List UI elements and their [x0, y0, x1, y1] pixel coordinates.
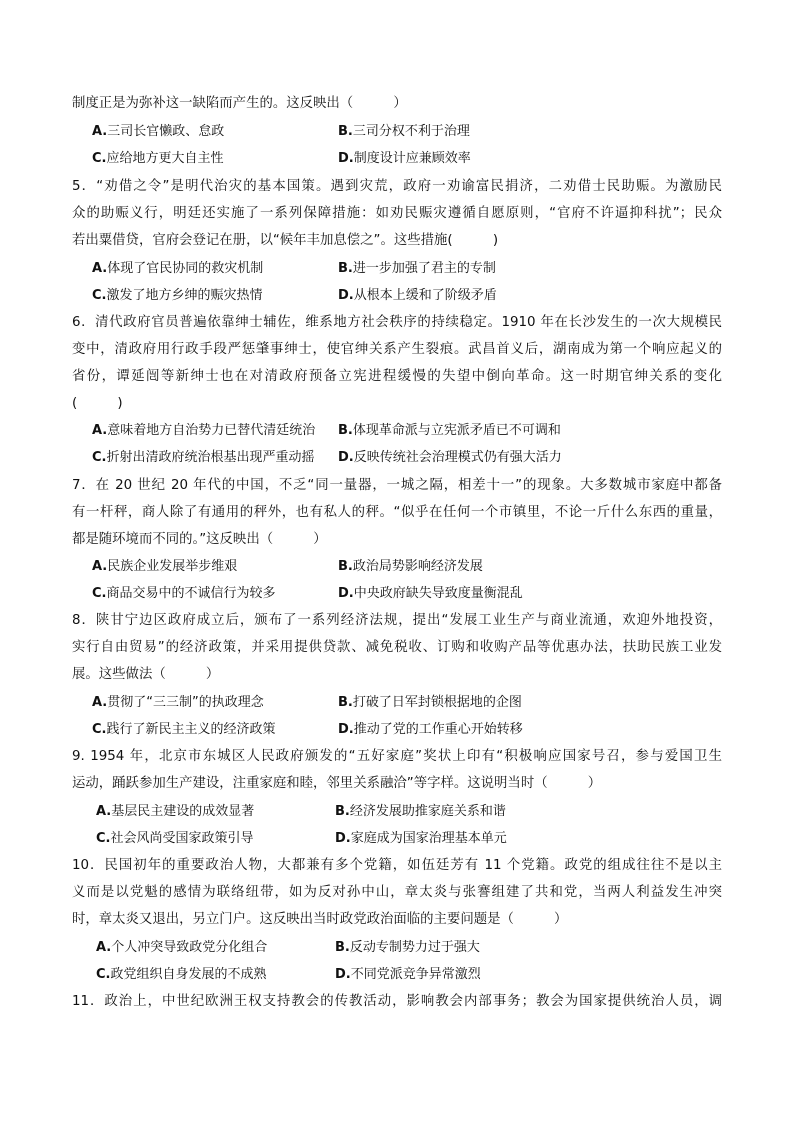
- q7-option-c: [92, 585, 276, 603]
- q7-option-b: [338, 558, 483, 576]
- question-7-line-3: 都是随环境而不同的。”这反映出（ ）: [72, 532, 327, 547]
- option-text: 商品交易中的不诚信行为较多: [106, 586, 276, 601]
- question-5-line-3: 若出粟借贷，官府会登记在册，以“候年丰加息偿之”。这些措施( ): [72, 233, 499, 248]
- option-letter: B.: [335, 804, 350, 819]
- question-5-line-1: 5．“劝借之令”是明代治灾的基本国策。遇到灾荒，政府一劝谕富民捐济，二劝借士民助赈。为激励民: [72, 179, 722, 194]
- option-text: 社会风尚受国家政策引导: [110, 831, 254, 846]
- q9-option-a: [96, 803, 254, 821]
- option-letter: C.: [92, 586, 107, 601]
- question-6-line-3: 省份，谭延闿等新绅士也在对清政府预备立宪进程缓慢的失望中倒向革命。这一时期官绅关系的变化: [72, 369, 722, 384]
- option-text: 民族企业发展举步维艰: [107, 559, 238, 574]
- q10-option-d: [335, 966, 481, 984]
- option-letter: A.: [92, 124, 108, 139]
- q9-option-c: [96, 830, 254, 848]
- option-letter: C.: [96, 831, 111, 846]
- option-letter: A.: [96, 940, 112, 955]
- option-text: 政治局势影响经济发展: [352, 559, 483, 574]
- q8-option-b: [338, 694, 522, 712]
- option-text: 应给地方更大自主性: [106, 151, 224, 166]
- q7-option-a: [92, 558, 237, 576]
- option-letter: C.: [92, 722, 107, 737]
- option-text: 经济发展助推家庭关系和谐: [349, 804, 506, 819]
- option-text: 践行了新民主主义的经济政策: [106, 722, 276, 737]
- option-text: 意味着地方自治势力已替代清廷统治: [107, 423, 316, 438]
- option-text: 体现了官民协同的救灾机制: [107, 261, 264, 276]
- option-text: 不同党派竞争异常激烈: [350, 967, 481, 982]
- option-letter: B.: [338, 261, 353, 276]
- option-text: 制度设计应兼顾效率: [353, 151, 471, 166]
- option-text: 从根本上缓和了阶级矛盾: [353, 288, 497, 303]
- option-letter: B.: [338, 695, 353, 710]
- option-letter: C.: [92, 288, 107, 303]
- option-letter: D.: [335, 967, 351, 982]
- option-letter: D.: [338, 151, 354, 166]
- q10-option-a: [96, 939, 267, 957]
- option-letter: A.: [92, 695, 108, 710]
- option-letter: B.: [338, 559, 353, 574]
- question-10-line-2: 义而是以党魁的感情为联络纽带，如为反对孙中山，章太炎与张謇组建了共和党，当两人利益发生冲突: [72, 885, 722, 900]
- q10-option-c: [96, 966, 267, 984]
- q7-option-d: [338, 585, 523, 603]
- question-8-line-1: 8．陕甘宁边区政府成立后，颁布了一系列经济法规，提出“发展工业生产与商业流通，欢迎外地投资，: [72, 613, 722, 628]
- question-5-line-2: 众的助赈义行，明廷还实施了一系列保障措施：如劝民赈灾遵循自愿原则，“官府不许逼抑科扰”；民众: [72, 206, 722, 221]
- option-letter: B.: [338, 124, 353, 139]
- question-7-line-2: 有一杆秤，商人除了有通用的秤外，也有私人的秤。“似乎在任何一个市镇里，不论一斤什么东西的重量，: [72, 505, 722, 520]
- option-letter: A.: [92, 559, 108, 574]
- option-text: 政党组织自身发展的不成熟: [110, 967, 267, 982]
- q5-option-d: [338, 287, 497, 305]
- question-8-line-3: 展。这些做法（ ）: [72, 667, 220, 682]
- question-9-line-2: 运动，踊跃参加生产建设，注重家庭和睦，邻里关系融洽”等字样。这说明当时（ ）: [72, 776, 602, 791]
- q9-option-b: [335, 803, 506, 821]
- option-text: 三司长官懒政、怠政: [107, 124, 225, 139]
- question-9-line-1: 9. 1954 年，北京市东城区人民政府颁发的“五好家庭”奖状上印有“积极响应国家号召，参与爱国卫生: [72, 749, 722, 764]
- question-4-tail: 制度正是为弥补这一缺陷而产生的。这反映出（ ）: [72, 96, 407, 111]
- option-text: 三司分权不利于治理: [352, 124, 470, 139]
- option-text: 中央政府缺失导致度量衡混乱: [353, 586, 523, 601]
- q8-option-d: [338, 721, 523, 739]
- option-text: 进一步加强了君主的专制: [352, 261, 496, 276]
- option-letter: D.: [338, 722, 354, 737]
- option-letter: D.: [338, 450, 354, 465]
- q8-option-c: [92, 721, 276, 739]
- option-letter: A.: [92, 261, 108, 276]
- q9-option-d: [335, 830, 507, 848]
- option-letter: B.: [338, 423, 353, 438]
- option-text: 贯彻了“三三制”的执政理念: [107, 695, 264, 710]
- q5-option-a: [92, 260, 263, 278]
- question-10-line-3: 时，章太炎又退出，另立门户。这反映出当时政党政治面临的主要问题是（ ）: [72, 912, 568, 927]
- option-text: 家庭成为国家治理基本单元: [350, 831, 507, 846]
- option-letter: C.: [92, 151, 107, 166]
- option-letter: C.: [92, 450, 107, 465]
- q6-option-a: [92, 422, 315, 440]
- q10-option-b: [335, 939, 480, 957]
- option-text: 基层民主建设的成效显著: [111, 804, 255, 819]
- question-6-line-2: 变中，清政府用行政手段严惩肇事绅士，使官绅关系产生裂痕。武昌首义后，湖南成为第一个响应起义的: [72, 342, 722, 357]
- q4-option-b: [338, 123, 470, 141]
- option-letter: B.: [335, 940, 350, 955]
- q8-option-a: [92, 694, 264, 712]
- option-letter: A.: [92, 423, 108, 438]
- option-text: 个人冲突导致政党分化组合: [111, 940, 268, 955]
- q4-option-c: [92, 150, 224, 168]
- option-letter: D.: [338, 586, 354, 601]
- option-text: 体现革命派与立宪派矛盾已不可调和: [352, 423, 561, 438]
- question-10-line-1: 10．民国初年的重要政治人物，大都兼有多个党籍，如伍廷芳有 11 个党籍。政党的组成往往不是以主: [72, 858, 722, 873]
- option-letter: D.: [338, 288, 354, 303]
- option-text: 打破了日军封锁根据地的企图: [352, 695, 522, 710]
- question-6-line-4: ( ): [72, 396, 123, 411]
- question-7-line-1: 7．在 20 世纪 20 年代的中国，不乏“同一量器，一城之隔，相差十一”的现象。大多数城市家庭中都备: [72, 478, 722, 493]
- option-text: 反动专制势力过于强大: [349, 940, 480, 955]
- question-6-line-1: 6．清代政府官员普遍依靠绅士辅佐，维系地方社会秩序的持续稳定。1910 年在长沙发生的一次大规模民: [72, 315, 722, 330]
- question-11-line-1: 11．政治上，中世纪欧洲王权支持教会的传教活动，影响教会内部事务；教会为国家提供统治人员，调: [72, 994, 722, 1009]
- option-text: 反映传统社会治理模式仍有强大活力: [353, 450, 562, 465]
- option-text: 折射出清政府统治根基出现严重动摇: [106, 450, 315, 465]
- option-text: 推动了党的工作重心开始转移: [353, 722, 523, 737]
- option-letter: C.: [96, 967, 111, 982]
- question-8-line-2: 实行自由贸易”的经济政策，并采用提供贷款、减免税收、订购和收购产品等优惠办法，扶助民族工业发: [72, 640, 722, 655]
- q5-option-c: [92, 287, 263, 305]
- q4-option-d: [338, 150, 471, 168]
- option-letter: A.: [96, 804, 112, 819]
- q6-option-b: [338, 422, 561, 440]
- option-letter: D.: [335, 831, 351, 846]
- q4-option-a: [92, 123, 224, 141]
- q6-option-d: [338, 449, 562, 467]
- q6-option-c: [92, 449, 315, 467]
- option-text: 激发了地方乡绅的赈灾热情: [106, 288, 263, 303]
- q5-option-b: [338, 260, 496, 278]
